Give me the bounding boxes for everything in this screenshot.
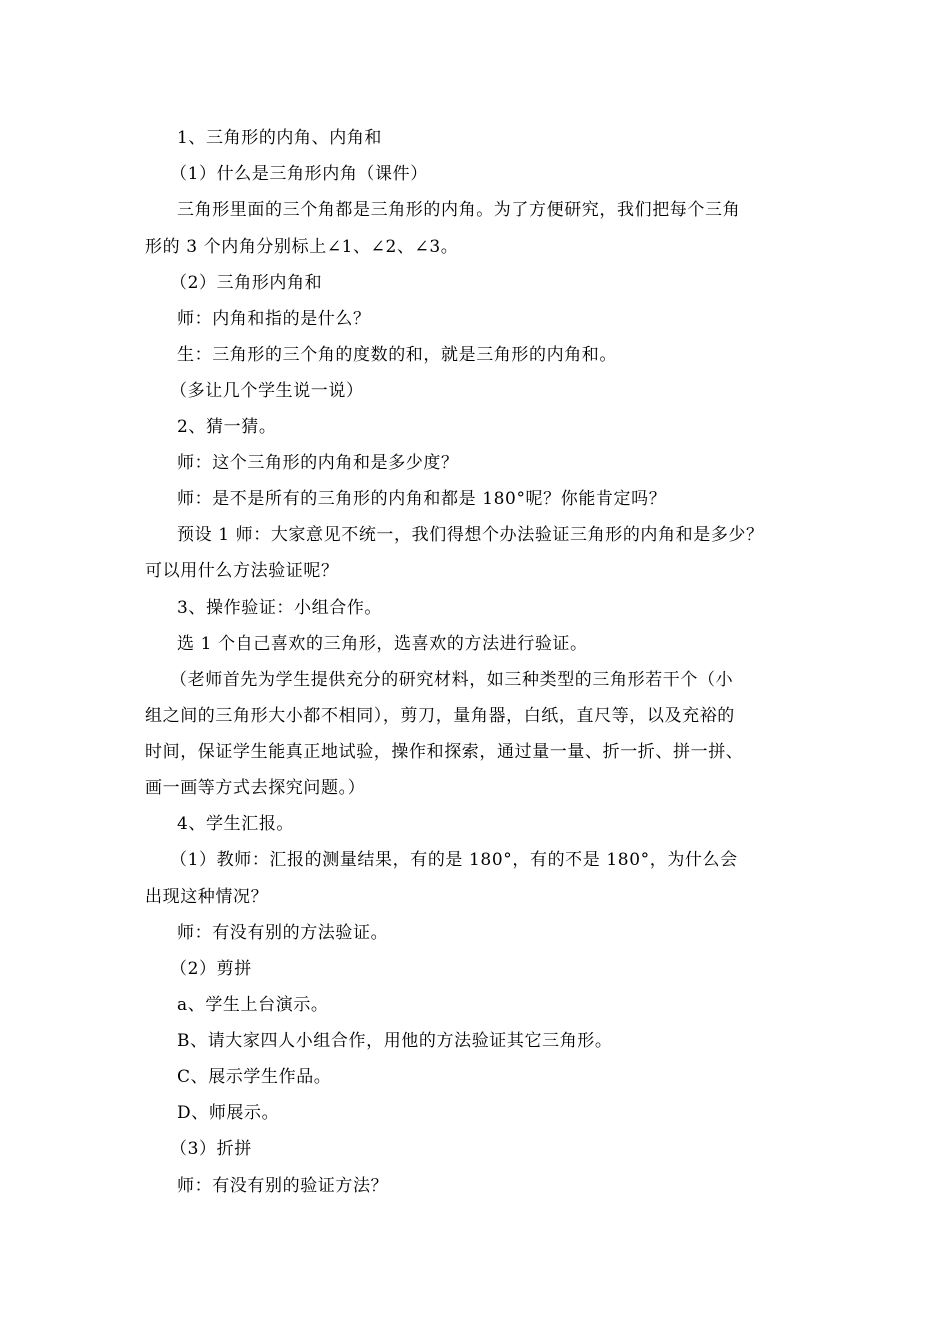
paragraph-line: （多让几个学生说一说）: [170, 381, 364, 401]
paragraph-line: B、请大家四人小组合作，用他的方法验证其它三角形。: [177, 1031, 613, 1051]
paragraph-line: 预设 1 师：大家意见不统一，我们得想个办法验证三角形的内角和是多少？: [177, 525, 764, 545]
paragraph-line: （1）教师：汇报的测量结果，有的是 180°，有的不是 180°，为什么会: [170, 850, 738, 870]
heading-2: 2、猜一猜。: [177, 417, 277, 437]
paragraph-line: 选 1 个自己喜欢的三角形，选喜欢的方法进行验证。: [177, 634, 588, 654]
paragraph-line: 师：内角和指的是什么？: [177, 309, 371, 329]
subheading-1-1: （1）什么是三角形内角（课件）: [170, 164, 428, 184]
paragraph-line: 生：三角形的三个角的度数的和，就是三角形的内角和。: [177, 345, 617, 365]
heading-4: 4、学生汇报。: [177, 814, 295, 834]
subheading-1-2: （2）三角形内角和: [170, 273, 323, 293]
paragraph-line: 师：有没有别的验证方法？: [177, 1176, 389, 1196]
subheading-4-3: （3）折拼: [170, 1139, 252, 1159]
subheading-4-2: （2）剪拼: [170, 959, 252, 979]
paragraph-line: D、师展示。: [177, 1103, 280, 1123]
paragraph-line: 师：是不是所有的三角形的内角和都是 180°呢？你能肯定吗？: [177, 489, 667, 509]
paragraph-line: 师：有没有别的方法验证。: [177, 923, 389, 943]
paragraph-line: 三角形里面的三个角都是三角形的内角。为了方便研究，我们把每个三角: [177, 200, 741, 220]
paragraph-line: 时间，保证学生能真正地试验，操作和探索，通过量一量、折一折、拼一拼、: [145, 742, 744, 762]
heading-3: 3、操作验证：小组合作。: [177, 598, 383, 618]
paragraph-line: 师：这个三角形的内角和是多少度？: [177, 453, 459, 473]
heading-1: 1、三角形的内角、内角和: [177, 128, 383, 148]
paragraph-line: 可以用什么方法验证呢？: [145, 561, 339, 581]
paragraph-line: C、展示学生作品。: [177, 1067, 332, 1087]
paragraph-line: a、学生上台演示。: [177, 995, 329, 1015]
paragraph-line: 组之间的三角形大小都不相同），剪刀，量角器，白纸，直尺等，以及充裕的: [145, 706, 735, 726]
paragraph-line: 出现这种情况？: [145, 887, 269, 907]
paragraph-line: （老师首先为学生提供充分的研究材料，如三种类型的三角形若干个（小: [170, 670, 734, 690]
paragraph-line: 画一画等方式去探究问题。）: [145, 778, 366, 798]
paragraph-line: 形的 3 个内角分别标上∠1、∠2、∠3。: [145, 237, 459, 257]
